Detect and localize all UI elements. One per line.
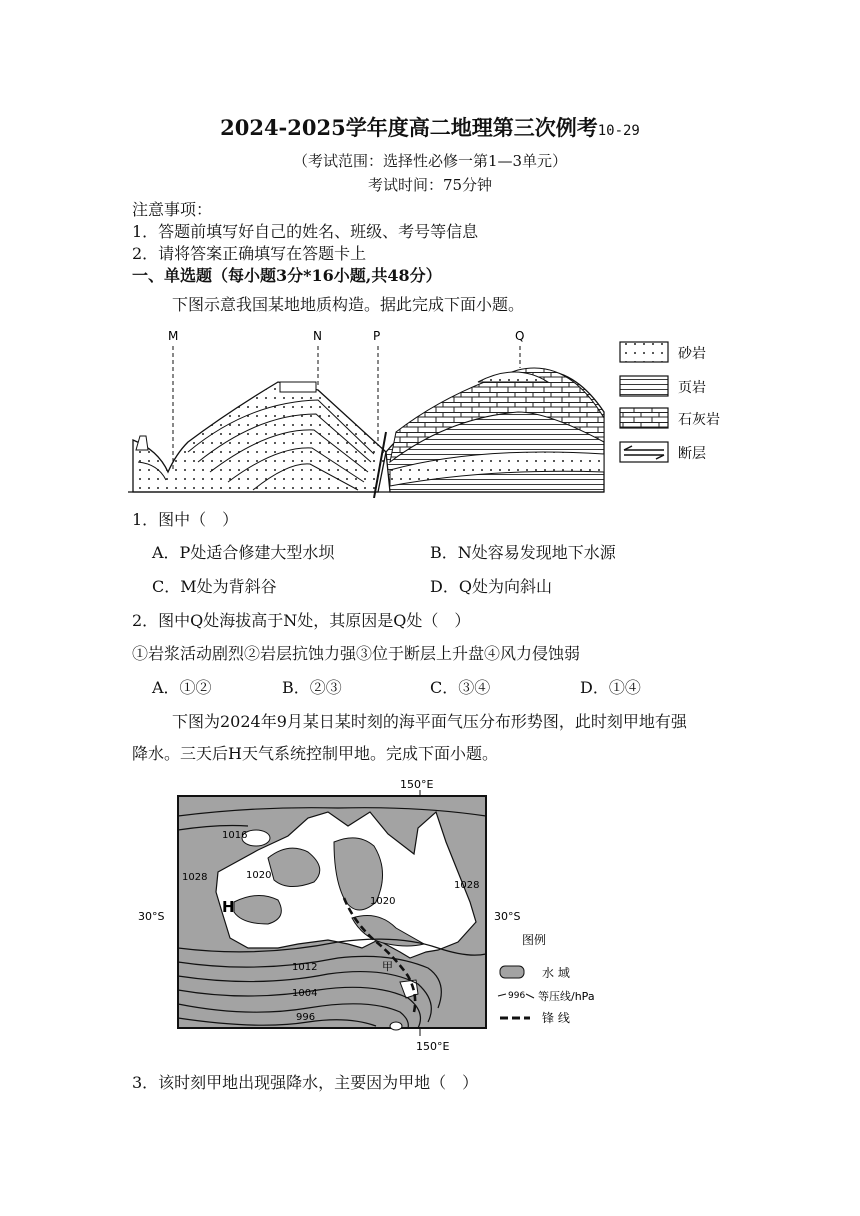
legend-limestone: 石灰岩 xyxy=(678,412,720,428)
q2-option-b: B．②③ xyxy=(282,678,342,697)
isobar-label: 996 xyxy=(296,1012,316,1023)
q1-option-d: D．Q处为向斜山 xyxy=(430,577,552,596)
label-p: P xyxy=(373,329,381,343)
q1-stem: 1．图中（ ） xyxy=(132,510,239,529)
section-heading: 一、单选题（每小题3分*16小题,共48分） xyxy=(132,266,442,285)
q3-stem: 3．该时刻甲地出现强降水，主要因为甲地（ ） xyxy=(132,1073,479,1092)
label-m: M xyxy=(168,329,179,343)
legend-fault-swatch xyxy=(620,442,668,462)
place-jia-label: 甲 xyxy=(382,960,393,973)
lon-bottom-label: 150°E xyxy=(416,1040,450,1053)
exam-time: 考试时间：75分钟 xyxy=(367,176,493,194)
legend-water-swatch xyxy=(500,966,524,978)
legend-shale-swatch xyxy=(620,376,668,396)
q2-statements: ①岩浆活动剧烈②岩层抗蚀力强③位于断层上升盘④风力侵蚀弱 xyxy=(132,644,581,663)
isobar-label: 1020 xyxy=(246,870,272,881)
q2-option-d: D．①④ xyxy=(580,678,641,697)
q1-option-c: C．M处为背斜谷 xyxy=(152,577,277,596)
isobar-label: 1020 xyxy=(370,896,396,907)
q1-option-a: A．P处适合修建大型水坝 xyxy=(152,543,335,562)
isobar-label: 1004 xyxy=(292,988,318,999)
q2-option-c: C．③④ xyxy=(430,678,491,697)
legend-title: 图例 xyxy=(522,933,547,947)
exam-scope: （考试范围：选择性必修一第1—3单元） xyxy=(292,152,568,170)
legend-shale: 页岩 xyxy=(678,380,706,396)
label-q: Q xyxy=(515,329,525,343)
date-tag: 10-29 xyxy=(597,123,640,139)
lat-right-label: 30°S xyxy=(494,910,521,923)
title-text: 2024-2025学年度高二地理第三次例考 xyxy=(220,115,598,140)
figure1-intro: 下图示意我国某地地质构造。据此完成下面小题。 xyxy=(172,295,525,314)
legend-front: 锋 线 xyxy=(542,1011,570,1025)
q2-option-a: A．①② xyxy=(152,678,212,697)
figure2-intro-line1: 下图为2024年9月某日某时刻的海平面气压分布形势图，此时刻甲地有强 xyxy=(172,712,687,731)
legend-isobar: 等压线/hPa xyxy=(538,990,595,1003)
legend-isobar-sample: 996 xyxy=(508,991,526,1001)
legend-limestone-swatch xyxy=(620,408,668,428)
isobar-label: 1016 xyxy=(222,830,248,841)
exam-title xyxy=(0,112,860,142)
q2-stem: 2．图中Q处海拔高于N处，其原因是Q处（ ） xyxy=(132,611,471,630)
isobar-label: 1028 xyxy=(182,872,208,883)
isobar-label: 1012 xyxy=(292,962,318,973)
lon-top-label: 150°E xyxy=(400,778,434,791)
legend-sandstone: 砂岩 xyxy=(678,346,706,362)
legend-sandstone-swatch xyxy=(620,342,668,362)
note-item: 1．答题前填写好自己的姓名、班级、考号等信息 xyxy=(132,222,479,241)
lat-left-label: 30°S xyxy=(138,910,165,923)
geology-figure xyxy=(128,322,738,498)
note-item: 2．请将答案正确填写在答题卡上 xyxy=(132,244,367,263)
label-n: N xyxy=(313,329,322,343)
legend-water: 水 域 xyxy=(542,966,570,980)
figure2-intro-line2: 降水。三天后H天气系统控制甲地。完成下面小题。 xyxy=(132,744,498,763)
high-pressure-label: H xyxy=(222,898,235,916)
pressure-map-figure xyxy=(138,772,618,1056)
q1-option-b: B．N处容易发现地下水源 xyxy=(430,543,616,562)
notes-heading: 注意事项： xyxy=(132,200,213,219)
isobar-label: 1028 xyxy=(454,880,480,891)
legend-fault: 断层 xyxy=(678,446,706,462)
